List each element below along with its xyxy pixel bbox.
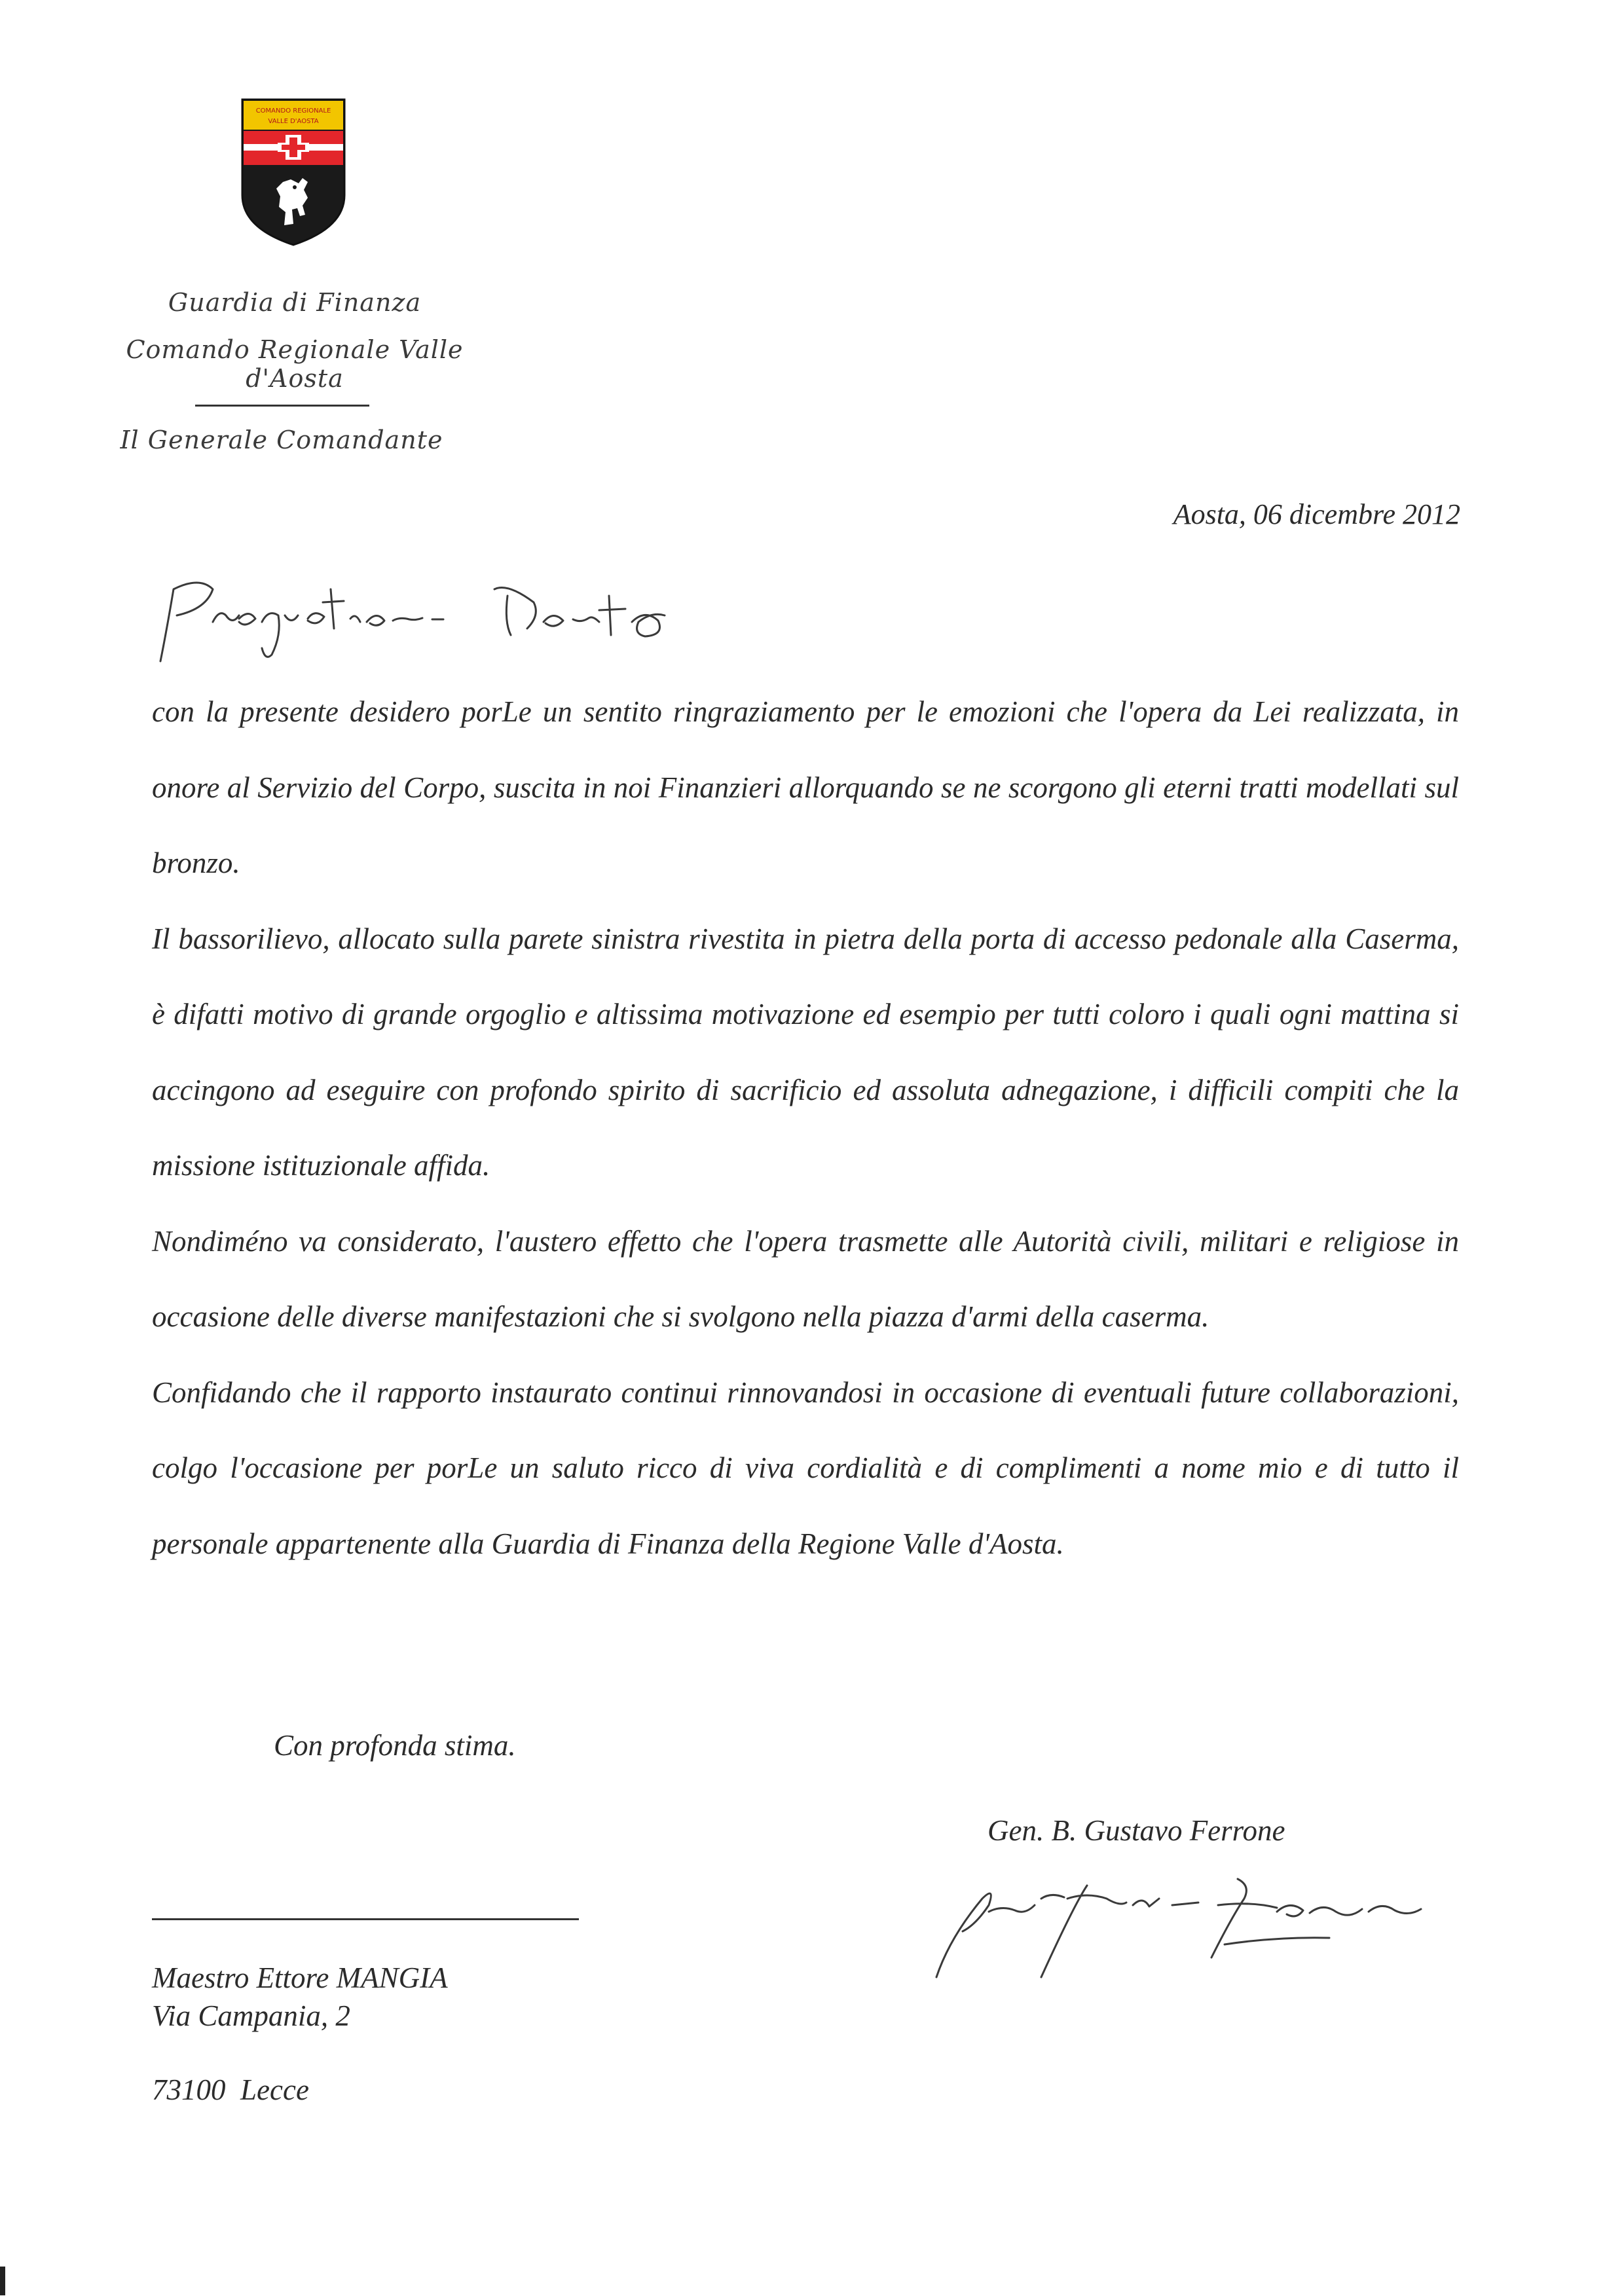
letterhead-divider [195, 405, 369, 407]
letter-closing: Con profonda stima. [274, 1729, 516, 1762]
letterhead-organization: Guardia di Finanza [168, 288, 422, 317]
letter-date: Aosta, 06 dicembre 2012 [1173, 498, 1460, 530]
crest-text-line2: VALLE D'AOSTA [268, 118, 319, 125]
handwritten-signature [910, 1859, 1447, 1984]
recipient-street: Via Campania, 2 [152, 1999, 350, 2032]
crest-text-line1: COMANDO REGIONALE [255, 107, 331, 115]
letter-body [152, 674, 1459, 1582]
address-divider [152, 1918, 579, 1920]
letterhead-command: Comando Regionale Valle d'Aosta [126, 335, 464, 393]
body-paragraph: Confidando che il rapporto instaurato continui rinnovandosi in occasione di eventuali future collaborazioni, colgo l'occasione per porLe un saluto ricco di viva cordialità e di complimenti a nome mio e di tutto il personale appartenente alla Guardia di Finanza della Regione Valle d'Aosta. [152, 1376, 1459, 1560]
scan-edge-mark [0, 2267, 5, 2295]
signer-name: Gen. B. Gustavo Ferrone [987, 1814, 1285, 1847]
recipient-city: 73100 Lecce [152, 2073, 309, 2106]
handwritten-salutation [141, 563, 717, 674]
body-paragraph: con la presente desidero porLe un sentito ringraziamento per le emozioni che l'opera da Lei realizzata, in onore al Servizio del Corpo, suscita in noi Finanzieri allorquando se ne scorgono gli eterni tratti modellati sul bronzo. [152, 695, 1459, 879]
recipient-name: Maestro Ettore MANGIA [152, 1961, 448, 1994]
body-paragraph: Il bassorilievo, allocato sulla parete sinistra rivestita in pietra della porta di accesso pedonale alla Caserma, è difatti motivo di grande orgoglio e altissima motivazione ed esempio per tutti coloro i quali ogni mattina si accingono ad eseguire con profondo spirito di sacrificio ed assoluta adnegazione, i difficili compiti che la missione istituzionale affida. [152, 922, 1459, 1182]
body-paragraph: Nondiméno va considerato, l'austero effetto che l'opera trasmette alle Autorità civili, militari e religiose in occasione delle diverse manifestazioni che si svolgono nella piazza d'armi della caserma. [152, 1224, 1459, 1333]
crest-emblem [240, 97, 347, 247]
letterhead-role: Il Generale Comandante [120, 426, 443, 454]
recipient-address [152, 1959, 448, 2035]
